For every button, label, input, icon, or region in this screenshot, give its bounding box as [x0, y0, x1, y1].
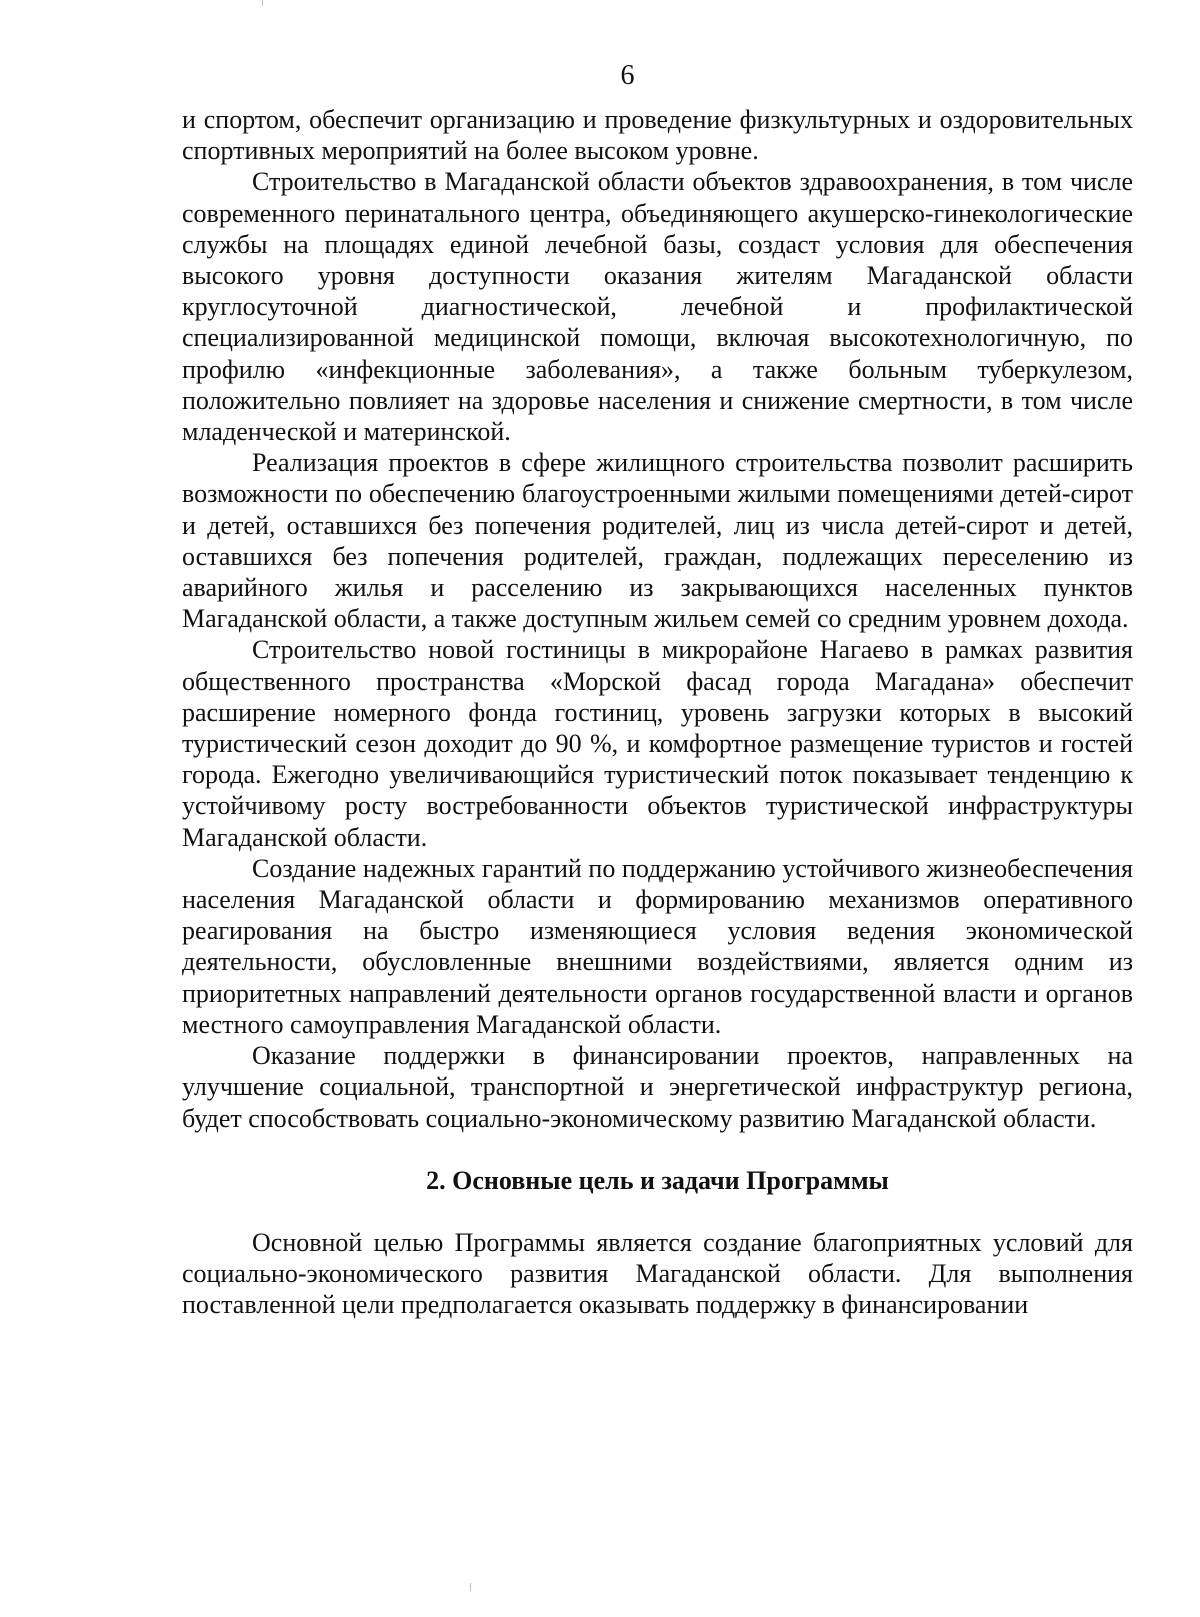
paragraph-program-goal: Основной целью Программы является создание благоприятных условий для социально-экономического развития Магаданской области. Для выполнения поставленной цели предполагается оказывать поддержку в финансировании — [182, 1227, 1133, 1320]
document-body — [182, 104, 1133, 1321]
paragraph-healthcare: Строительство в Магаданской области объектов здравоохранения, в том числе современного перинатального центра, объединяющего акушерско-гинекологические службы на площадях единой лечебной базы, создаст условия для обеспечения высокого уровня доступности оказания жителям Магаданской области круглосуточной диагностической, лечебной и профилактической специализированной медицинской помощи, включая высокотехнологичную, по профилю «инфекционные заболевания», а также больным туберкулезом, положительно повлияет на здоровье населения и снижение смертности, в том числе младенческой и материнской. — [182, 167, 1133, 447]
scan-mark-bottom — [470, 1583, 471, 1591]
paragraph-infrastructure-support: Оказание поддержки в финансировании проектов, направленных на улучшение социальной, транспортной и энергетической инфраструктур региона, будет способствовать социально-экономическому развитию Магаданской области. — [182, 1041, 1133, 1133]
paragraph-housing: Реализация проектов в сфере жилищного строительства позволит расширить возможности по обеспечению благоустроенными жилыми помещениями детей-сирот и детей, оставшихся без попечения родителей, лиц из числа детей-сирот и детей, оставшихся без попечения родителей, граждан, подлежащих переселению из аварийного жилья и расселению из закрывающихся населенных пунктов Магаданской области, а также доступным жильем семей со средним уровнем дохода. — [182, 448, 1133, 634]
paragraph-life-support: Создание надежных гарантий по поддержанию устойчивого жизнеобеспечения населения Магаданской области и формированию механизмов оперативного реагирования на быстро изменяющиеся условия ведения экономической деятельности, обусловленные внешними воздействиями, является одним из приоритетных направлений деятельности органов государственной власти и органов местного самоуправления Магаданской области. — [182, 853, 1133, 1039]
section-heading: 2. Основные цель и задачи Программы — [426, 1165, 889, 1195]
paragraph-sports-continuation: и спортом, обеспечит организацию и проведение физкультурных и оздоровительных спортивных мероприятий на более высоком уровне. — [182, 105, 1133, 166]
paragraph-hotel: Строительство новой гостиницы в микрорайоне Нагаево в рамках развития общественного пространства «Морской фасад города Магадана» обеспечит расширение номерного фонда гостиниц, уровень загрузки которых в высокий туристический сезон доходит до 90 %, и комфортное размещение туристов и гостей города. Ежегодно увеличивающийся туристический поток показывает тенденцию к устойчивому росту востребованности объектов туристической инфраструктуры Магаданской области. — [182, 635, 1133, 852]
scan-mark-top — [262, 0, 263, 6]
page-number: 6 — [620, 60, 635, 91]
